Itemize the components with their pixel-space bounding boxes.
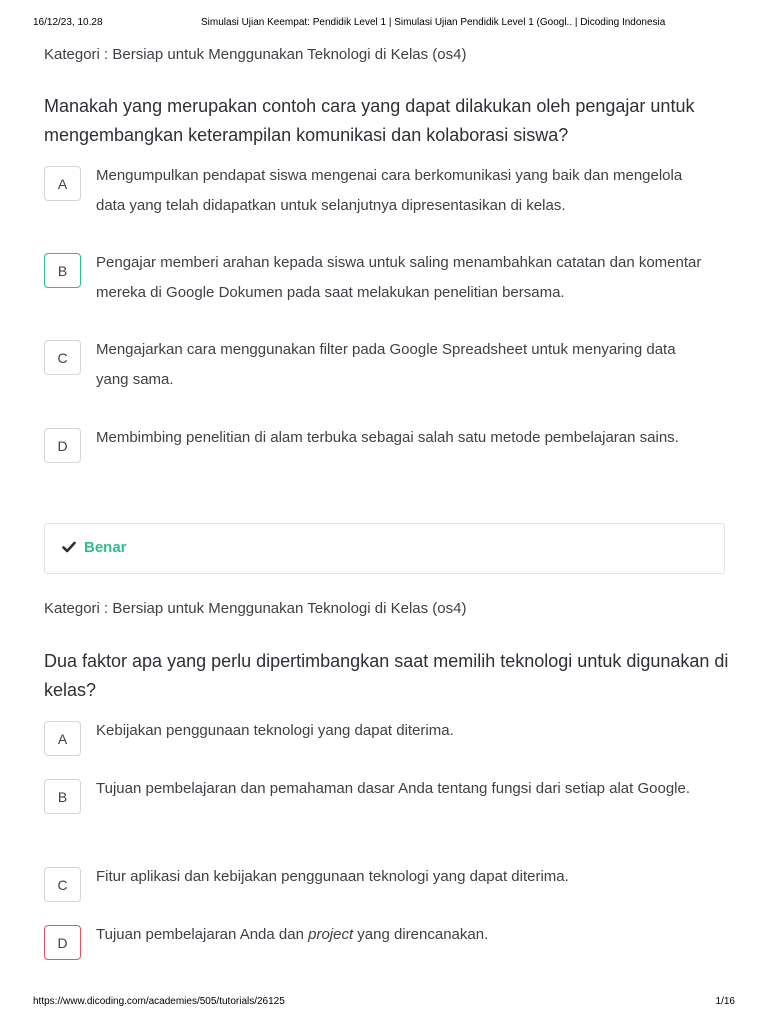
option-letter-box[interactable]: C <box>44 340 81 375</box>
option-text-italic: project <box>308 926 354 943</box>
option-text-after: yang direncanakan. <box>353 926 489 943</box>
question-category: Kategori : Bersiap untuk Menggunakan Teknologi di Kelas (os4) <box>44 600 467 617</box>
option-text[interactable]: Kebijakan penggunaan teknologi yang dapat diterima. <box>96 722 454 739</box>
option-text[interactable]: Tujuan pembelajaran dan pemahaman dasar Anda tentang fungsi dari setiap alat Google. <box>96 780 691 797</box>
print-header <box>33 17 735 29</box>
option-text[interactable]: Membimbing penelitian di alam terbuka sebagai salah satu metode pembelajaran sains. <box>96 429 679 446</box>
option-letter-box-correct[interactable]: B <box>44 253 81 288</box>
option-letter-box-wrong[interactable]: D <box>44 925 81 960</box>
option-letter-box[interactable]: A <box>44 166 81 201</box>
option-letter-box[interactable]: C <box>44 867 81 902</box>
option-text[interactable]: Mengumpulkan pendapat siswa mengenai cara berkomunikasi yang baik dan mengelola data yang telah didapatkan untuk selanjutnya dipresentasikan di kelas. <box>96 167 683 214</box>
option-text-before: Tujuan pembelajaran Anda dan <box>96 926 309 943</box>
option-letter-box[interactable]: A <box>44 721 81 756</box>
option-text[interactable]: Mengajarkan cara menggunakan filter pada Google Spreadsheet untuk menyaring data yang sama. <box>96 341 676 388</box>
print-page-number: 1/16 <box>715 996 735 1007</box>
check-icon <box>62 540 76 554</box>
print-document-title: Simulasi Ujian Keempat: Pendidik Level 1 | Simulasi Ujian Pendidik Level 1 (Googl.. | Dicoding Indonesia <box>201 17 666 28</box>
question-category: Kategori : Bersiap untuk Menggunakan Teknologi di Kelas (os4) <box>44 46 467 63</box>
print-url: https://www.dicoding.com/academies/505/tutorials/26125 <box>33 996 285 1007</box>
question-text: Manakah yang merupakan contoh cara yang dapat dilakukan oleh pengajar untuk mengembangkan keterampilan komunikasi dan kolaborasi siswa? <box>44 96 695 145</box>
option-letter-box[interactable]: D <box>44 428 81 463</box>
result-panel <box>44 523 725 574</box>
option-letter-box[interactable]: B <box>44 779 81 814</box>
option-text[interactable] <box>96 920 706 950</box>
print-date: 16/12/23, 10.28 <box>33 17 103 28</box>
result-label: Benar <box>84 539 127 556</box>
option-text[interactable]: Pengajar memberi arahan kepada siswa untuk saling menambahkan catatan dan komentar mereka di Google Dokumen pada saat melakukan penelitian bersama. <box>96 254 702 301</box>
print-footer <box>33 996 735 1008</box>
option-text[interactable]: Fitur aplikasi dan kebijakan penggunaan teknologi yang dapat diterima. <box>96 868 569 885</box>
question-text: Dua faktor apa yang perlu dipertimbangkan saat memilih teknologi untuk digunakan di kelas? <box>44 651 729 700</box>
